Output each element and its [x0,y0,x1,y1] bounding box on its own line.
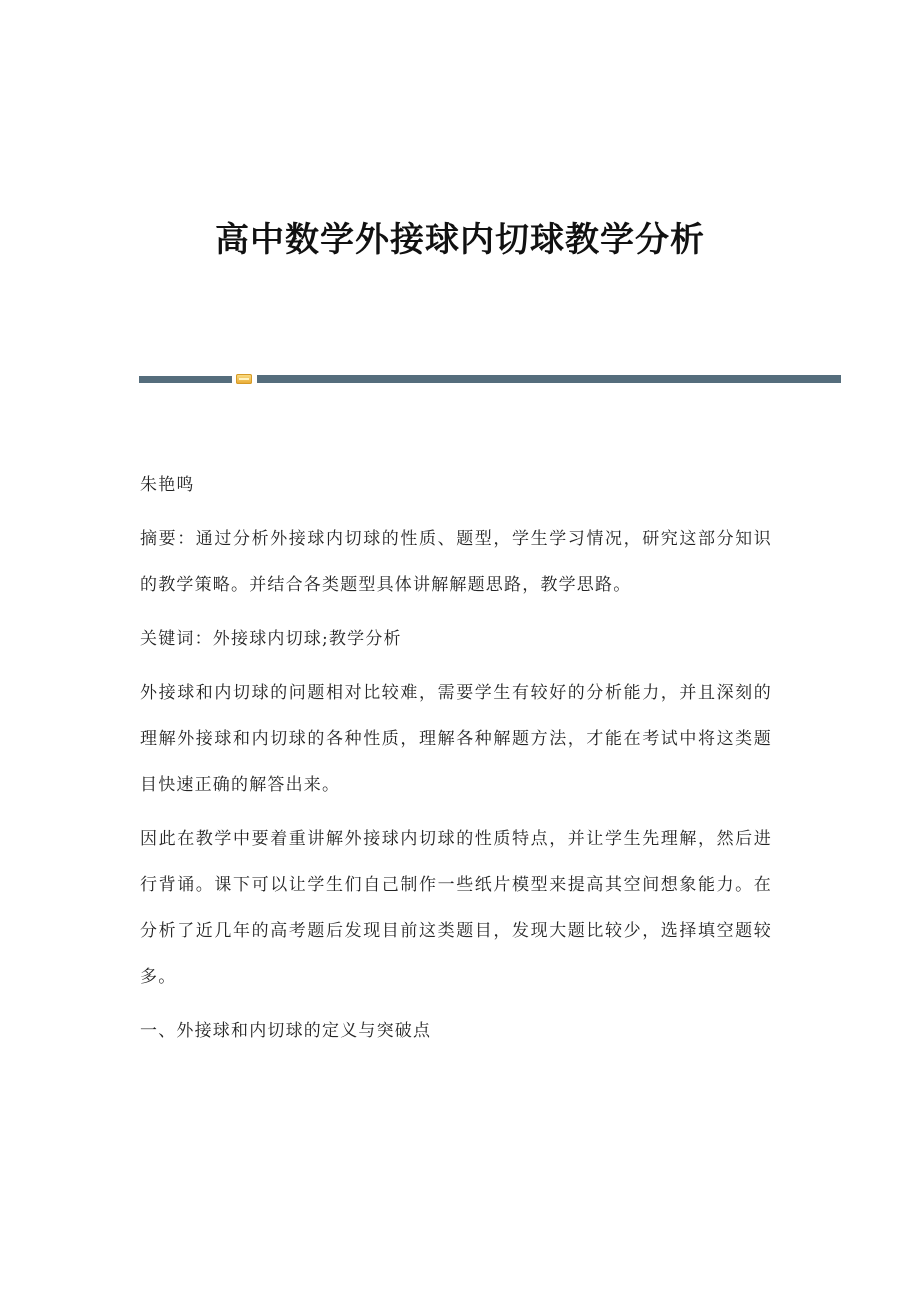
divider-bar-right [257,375,841,383]
title-divider [139,374,841,384]
body-paragraph: 外接球和内切球的问题相对比较难，需要学生有较好的分析能力，并且深刻的理解外接球和内切球的各种性质，理解各种解题方法，才能在考试中将这类题目快速正确的解答出来。 [140,683,772,795]
author-name: 朱艳鸣 [140,475,195,495]
divider-bar-left [139,376,232,383]
body-paragraph: 因此在教学中要着重讲解外接球内切球的性质特点，并让学生先理解，然后进行背诵。课下可以让学生们自己制作一些纸片模型来提高其空间想象能力。在分析了近几年的高考题后发现目前这类题目，发现大题比较少，选择填空题较多。 [140,829,772,987]
keywords-paragraph: 关键词：外接球内切球;教学分析 [140,629,402,649]
abstract-paragraph: 摘要：通过分析外接球内切球的性质、题型，学生学习情况，研究这部分知识的教学策略。并结合各类题型具体讲解解题思路，教学思路。 [140,529,772,595]
document-body [140,462,772,1062]
page-title: 高中数学外接球内切球教学分析 [215,220,705,260]
section-heading: 一、外接球和内切球的定义与突破点 [140,1021,432,1041]
divider-badge-icon [236,374,252,384]
